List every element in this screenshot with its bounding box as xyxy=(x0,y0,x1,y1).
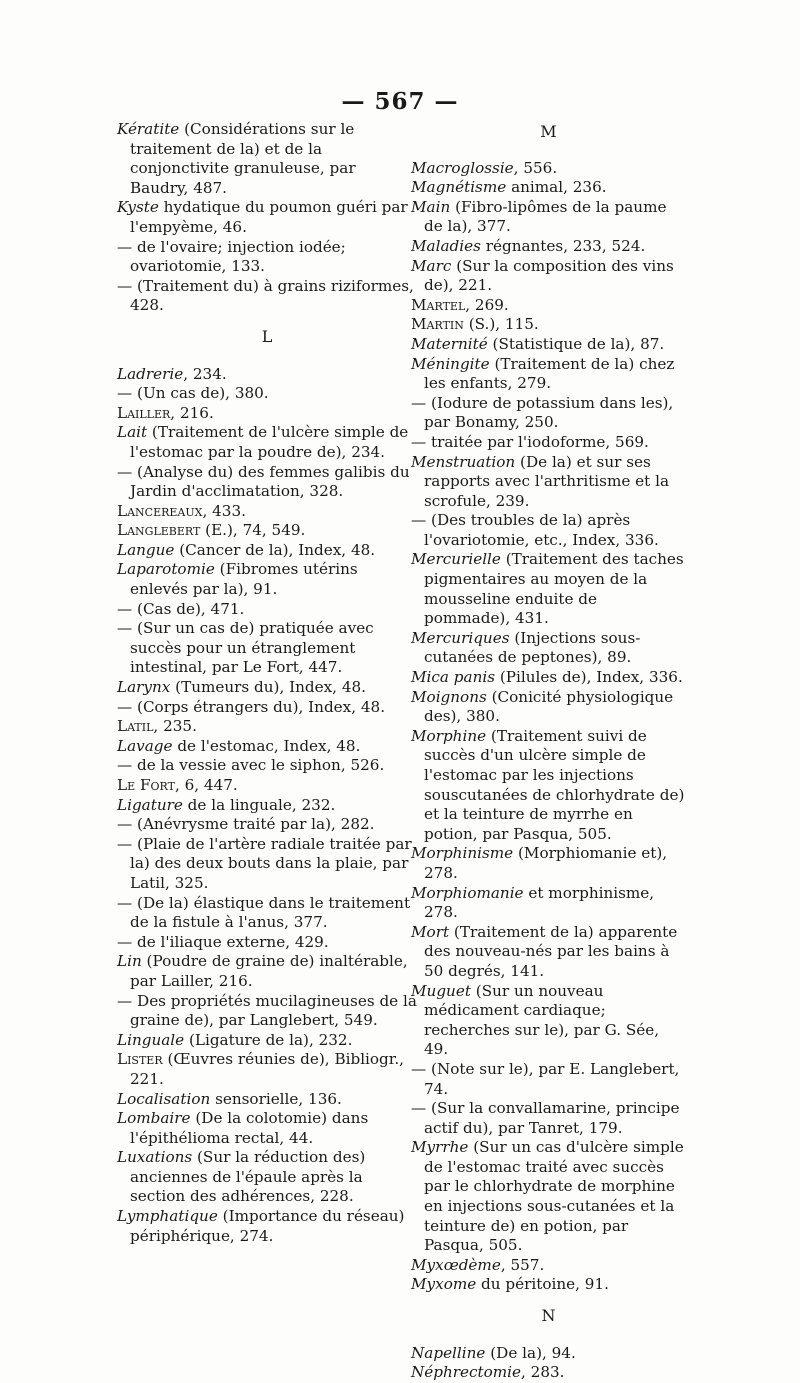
entry-text: — (Anévrysme traité par la), 282. xyxy=(117,815,375,834)
entry-text: , 557. xyxy=(500,1255,545,1274)
index-entry xyxy=(411,688,686,727)
index-entry xyxy=(411,844,686,883)
entry-text: , 6, 447. xyxy=(174,776,238,794)
entry-term: Lavage xyxy=(117,736,173,755)
entry-term: Maladies xyxy=(411,236,481,255)
entry-term: Morphinisme xyxy=(411,844,514,863)
entry-term: Ligature xyxy=(117,795,183,814)
entry-term: Napelline xyxy=(411,1343,486,1362)
entry-term: Lombaire xyxy=(117,1109,191,1128)
entry-text: — (Cas de), 471. xyxy=(117,599,245,618)
entry-term: Myxome xyxy=(411,1275,477,1294)
index-entry xyxy=(117,894,417,933)
index-entry xyxy=(411,335,686,355)
index-entry xyxy=(117,1090,417,1110)
entry-text: (Sur un nouveau médicament cardiaque; recherches sur le), par G. Sée, 49. xyxy=(424,981,660,1059)
entry-text: (Traitement de la) apparente des nouveau-nés par les bains à 50 degrés, 141. xyxy=(424,922,678,980)
entry-text: (Statistique de la), 87. xyxy=(487,334,665,353)
index-entry xyxy=(411,1060,686,1099)
index-entry xyxy=(411,668,686,688)
index-entry xyxy=(117,796,417,816)
entry-term: Kératite xyxy=(117,120,180,138)
index-entry xyxy=(117,737,417,757)
entry-term: Localisation xyxy=(117,1089,211,1108)
entry-text: régnantes, 233, 524. xyxy=(480,236,646,255)
author-name: Martel xyxy=(411,295,466,314)
index-entry xyxy=(411,1099,686,1138)
index-entry xyxy=(117,952,417,991)
section-letter: N xyxy=(541,1306,556,1326)
entry-term: Larynx xyxy=(117,678,171,697)
index-entry xyxy=(117,619,417,678)
entry-text: — (Analyse du) des femmes galibis du Jardin d'acclimatation, 328. xyxy=(117,462,410,501)
entry-text: (Morphiomanie et), 278. xyxy=(424,844,668,882)
index-entry xyxy=(411,629,686,668)
entry-term: Main xyxy=(411,197,451,216)
index-column-left xyxy=(117,120,417,1246)
entry-term: Moignons xyxy=(411,687,487,706)
author-name: Langlebert xyxy=(117,521,201,540)
index-entry xyxy=(117,541,417,561)
entry-text: (Fibromes utérins enlevés par la), 91. xyxy=(130,560,358,599)
entry-text: — de l'iliaque externe, 429. xyxy=(117,932,329,951)
index-entry xyxy=(411,198,686,237)
entry-term: Lymphatique xyxy=(117,1207,218,1226)
index-entry xyxy=(411,433,686,453)
entry-text: (Sur un cas d'ulcère simple de l'estomac traité avec succès par le chlorhydrate de morphine en injections sous-cutanées et la teinture de) en potion, par Pasqua, 505. xyxy=(424,1138,684,1255)
index-entry xyxy=(117,277,417,316)
entry-term: Luxations xyxy=(117,1148,193,1167)
entry-text: (Pilules de), Index, 336. xyxy=(495,668,683,687)
entry-text: (Tumeurs du), Index, 48. xyxy=(170,678,366,697)
index-entry xyxy=(411,1256,686,1276)
entry-text: (Conicité physiologique des), 380. xyxy=(424,687,674,726)
index-entry xyxy=(117,365,417,385)
entry-term: Morphine xyxy=(411,726,487,745)
entry-term: Néphrectomie xyxy=(411,1363,522,1382)
author-name: Lancereaux xyxy=(117,501,203,520)
index-entry xyxy=(411,511,686,550)
index-entry xyxy=(411,550,686,628)
index-entry xyxy=(117,404,417,424)
index-entry xyxy=(117,756,417,776)
index-entry xyxy=(411,1363,686,1383)
entry-text: animal, 236. xyxy=(506,178,607,197)
entry-term: Menstruation xyxy=(411,452,516,471)
entry-text: — de l'ovaire; injection iodée; ovariotomie, 133. xyxy=(117,237,346,276)
entry-term: Morphiomanie xyxy=(411,883,524,902)
index-entry xyxy=(411,159,686,179)
index-entry xyxy=(117,600,417,620)
index-entry xyxy=(411,982,686,1060)
entry-text: (Sur la composition des vins de), 221. xyxy=(424,256,674,295)
index-entry xyxy=(117,463,417,502)
index-entry xyxy=(411,315,686,335)
index-entry xyxy=(117,560,417,599)
entry-text: sensorielle, 136. xyxy=(210,1089,342,1108)
entry-text: (Traitement des taches pigmentaires au moyen de la mousseline enduite de pommade), 431. xyxy=(424,550,684,628)
index-entry xyxy=(117,1207,417,1246)
entry-text: hydatique du poumon guéri par l'empyème, 46. xyxy=(130,198,408,236)
index-entry xyxy=(117,698,417,718)
entry-text: (Ligature de la), 232. xyxy=(184,1030,353,1049)
index-entry xyxy=(117,521,417,541)
index-entry xyxy=(117,776,417,796)
index-entry xyxy=(411,923,686,982)
entry-text: , 235. xyxy=(153,717,197,736)
entry-term: Myxœdème xyxy=(411,1255,501,1274)
entry-term: Langue xyxy=(117,540,175,559)
index-entry xyxy=(117,815,417,835)
entry-text: — (Note sur le), par E. Langlebert, 74. xyxy=(411,1059,680,1098)
entry-text: du péritoine, 91. xyxy=(476,1275,609,1294)
entry-term: Ladrerie xyxy=(117,364,184,383)
index-entry xyxy=(411,1138,686,1256)
entry-term: Maternité xyxy=(411,334,488,353)
index-entry xyxy=(117,423,417,462)
entry-text: (E.), 74, 549. xyxy=(200,521,306,540)
index-entry xyxy=(117,992,417,1031)
index-entry xyxy=(411,453,686,512)
entry-text: — traitée par l'iodoforme, 569. xyxy=(411,432,649,451)
entry-text: — (Des troubles de la) après l'ovariotomie, etc., Index, 336. xyxy=(411,511,659,549)
entry-term: Mica panis xyxy=(411,668,496,687)
entry-text: — (De la) élastique dans le traitement de la fistule à l'anus, 377. xyxy=(117,893,411,932)
index-entry xyxy=(411,1275,686,1295)
page-number: — 567 — xyxy=(341,88,459,115)
entry-text: (Cancer de la), Index, 48. xyxy=(174,540,376,559)
entry-text: — (Iodure de potassium dans les), par Bonamy, 250. xyxy=(411,393,674,432)
index-entry xyxy=(411,237,686,257)
index-entry xyxy=(411,727,686,845)
entry-text: (Sur la réduction des) anciennes de l'épaule après la section des adhérences, 228. xyxy=(130,1148,366,1206)
index-entry xyxy=(117,717,417,737)
author-name: Martin xyxy=(411,315,464,334)
entry-text: de l'estomac, Index, 48. xyxy=(172,736,361,755)
index-entry xyxy=(411,257,686,296)
index-entry xyxy=(117,238,417,277)
index-entry xyxy=(411,884,686,923)
index-entry xyxy=(117,835,417,894)
entry-text: , 556. xyxy=(513,158,558,177)
index-entry xyxy=(117,933,417,953)
entry-text: — (Sur un cas de) pratiquée avec succès pour un étranglement intestinal, par Le Fort, 447. xyxy=(117,619,374,677)
index-entry xyxy=(117,1148,417,1207)
entry-text: et morphinisme, 278. xyxy=(424,883,655,922)
entry-text: , 283. xyxy=(521,1363,565,1382)
entry-text: , 269. xyxy=(465,295,509,314)
author-name: Lailler xyxy=(117,403,171,422)
entry-text: (De la) et sur ses rapports avec l'arthritisme et la scrofule, 239. xyxy=(424,452,669,510)
entry-term: Linguale xyxy=(117,1030,185,1049)
entry-text: (De la), 94. xyxy=(485,1343,576,1362)
entry-term: Muguet xyxy=(411,981,471,1000)
entry-term: Magnétisme xyxy=(411,178,507,197)
entry-text: — (Traitement du) à grains riziformes, 428. xyxy=(117,276,414,315)
entry-term: Marc xyxy=(411,256,452,275)
entry-text: (Traitement de l'ulcère simple de l'estomac par la poudre de), 234. xyxy=(130,423,409,461)
entry-text: (Traitement de la) chez les enfants, 279. xyxy=(424,354,675,393)
entry-text: (Poudre de graine de) inaltérable, par Lailler, 216. xyxy=(130,952,408,990)
index-entry xyxy=(117,198,417,237)
entry-term: Mercurielle xyxy=(411,550,501,569)
entry-text: — (Sur la convallamarine, principe actif du), par Tanret, 179. xyxy=(411,1099,680,1137)
entry-term: Laparotomie xyxy=(117,560,215,579)
index-entry xyxy=(117,1050,417,1089)
index-entry xyxy=(411,296,686,316)
entry-term: Mort xyxy=(411,922,450,941)
index-column-right xyxy=(411,120,686,1383)
section-letter: M xyxy=(540,122,557,141)
index-entry xyxy=(117,502,417,522)
entry-text: (De la colotomie) dans l'épithélioma rectal, 44. xyxy=(130,1109,369,1147)
section-letter: L xyxy=(261,326,273,346)
entry-text: (Considérations sur le traitement de la) et de la conjonctivite granuleuse, par Baudry, 487. xyxy=(130,120,356,197)
entry-term: Lait xyxy=(117,423,148,442)
entry-text: (Œuvres réunies de), Bibliogr., 221. xyxy=(130,1050,405,1088)
entry-text: , 216. xyxy=(170,403,214,422)
entry-text: (Traitement suivi de succès d'un ulcère simple de l'estomac par les injections souscutanées de chlorhydrate de) et la teinture de myrrhe en potion, par Pasqua, 505. xyxy=(424,726,685,843)
index-entry xyxy=(411,355,686,394)
index-entry xyxy=(117,1109,417,1148)
entry-text: — (Plaie de l'artère radiale traitée par la) des deux bouts dans la plaie, par Latil, 325. xyxy=(117,834,412,892)
entry-term: Kyste xyxy=(117,198,159,217)
entry-text: (S.), 115. xyxy=(463,315,539,334)
index-entry xyxy=(117,120,417,198)
entry-term: Mercuriques xyxy=(411,628,510,647)
entry-text: (Injections sous-cutanées de peptones), 89. xyxy=(424,628,641,667)
entry-text: , 433. xyxy=(202,501,246,520)
entry-text: — de la vessie avec le siphon, 526. xyxy=(117,756,385,775)
author-name: Latil xyxy=(117,717,154,736)
index-entry xyxy=(117,678,417,698)
entry-text: — Des propriétés mucilagineuses de la graine de), par Langlebert, 549. xyxy=(117,991,417,1030)
entry-text: — (Un cas de), 380. xyxy=(117,384,269,403)
entry-term: Myrrhe xyxy=(411,1138,469,1157)
entry-text: — (Corps étrangers du), Index, 48. xyxy=(117,697,386,716)
index-entry xyxy=(117,1031,417,1051)
entry-text: (Fibro-lipômes de la paume de la), 377. xyxy=(424,197,667,236)
index-entry xyxy=(411,1344,686,1364)
entry-term: Méningite xyxy=(411,354,490,373)
index-entry xyxy=(411,394,686,433)
author-name: Le Fort xyxy=(117,776,175,794)
entry-text: (Importance du réseau) périphérique, 274. xyxy=(130,1207,405,1245)
entry-text: de la linguale, 232. xyxy=(182,795,336,814)
index-entry xyxy=(117,384,417,404)
entry-term: Macroglossie xyxy=(411,158,514,177)
index-entry xyxy=(411,178,686,198)
author-name: Lister xyxy=(117,1050,163,1069)
entry-term: Lin xyxy=(117,952,142,971)
entry-text: , 234. xyxy=(183,364,227,383)
